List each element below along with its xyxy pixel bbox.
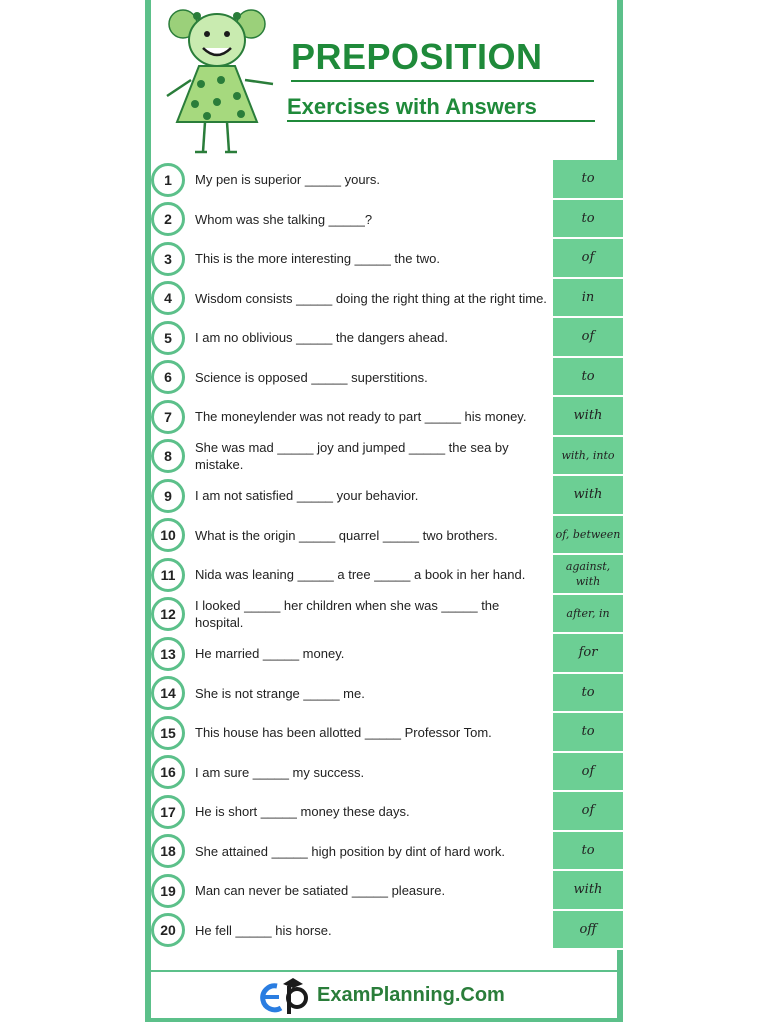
question-text: I am sure _____ my success. — [195, 764, 365, 780]
girl-mascot-icon — [161, 4, 286, 154]
question-row — [151, 792, 617, 832]
answer-cell: to — [553, 358, 623, 398]
answer-cell: in — [553, 279, 623, 319]
question-text: Science is opposed _____ superstitions. — [195, 369, 428, 385]
question-text: What is the origin _____ quarrel _____ two brothers. — [195, 527, 498, 543]
question-row — [151, 279, 617, 319]
worksheet-card — [145, 0, 623, 1022]
answer-cell: of — [553, 239, 623, 279]
question-number: 7 — [151, 400, 185, 434]
question-text: Wisdom consists _____ doing the right thing at the right time. — [195, 290, 547, 306]
question-text: Man can never be satiated _____ pleasure. — [195, 883, 446, 899]
question-number: 20 — [151, 913, 185, 947]
question-row — [151, 674, 617, 714]
question-number: 9 — [151, 479, 185, 513]
answer-cell: of — [553, 318, 623, 358]
question-row — [151, 200, 617, 240]
question-row — [151, 871, 617, 911]
answer-cell: with — [553, 476, 623, 516]
question-text: My pen is superior _____ yours. — [195, 172, 380, 188]
question-row — [151, 516, 621, 556]
question-number: 6 — [151, 360, 185, 394]
question-text: I looked _____ her children when she was _____ the hospital. — [195, 598, 500, 631]
question-row — [151, 634, 617, 674]
answer-cell: after, in — [553, 595, 623, 635]
question-number: 17 — [151, 795, 185, 829]
footer — [151, 970, 617, 1020]
header — [151, 0, 617, 160]
question-number: 14 — [151, 676, 185, 710]
answer-cell: against, with — [553, 555, 623, 595]
answer-cell: to — [553, 160, 623, 200]
question-row — [151, 397, 617, 437]
question-text: Nida was leaning _____ a tree _____ a book in her hand. — [195, 567, 526, 583]
question-row — [151, 318, 617, 358]
question-text: This is the more interesting _____ the two. — [195, 251, 440, 267]
question-number: 16 — [151, 755, 185, 789]
question-text: This house has been allotted _____ Professor Tom. — [195, 725, 492, 741]
question-number: 4 — [151, 281, 185, 315]
answer-cell: for — [553, 634, 623, 674]
answer-cell: to — [553, 200, 623, 240]
answer-cell: to — [553, 674, 623, 714]
question-number: 2 — [151, 202, 185, 236]
question-text: I am no oblivious _____ the dangers ahead. — [195, 330, 448, 346]
answer-cell: of — [553, 753, 623, 793]
subtitle-underline — [287, 120, 595, 122]
question-text: She was mad _____ joy and jumped _____ the sea by mistake. — [195, 440, 509, 473]
answer-cell: to — [553, 713, 623, 753]
answer-cell: of — [553, 792, 623, 832]
answer-cell: with, into — [553, 437, 623, 477]
question-row — [151, 160, 617, 200]
question-text: Whom was she talking _____? — [195, 211, 373, 227]
question-row — [151, 911, 617, 951]
ep-logo-icon — [259, 978, 311, 1016]
answer-cell: with — [553, 871, 623, 911]
question-number: 10 — [151, 518, 185, 552]
question-number: 13 — [151, 637, 185, 671]
question-row — [151, 358, 617, 398]
brand-name: ExamPlanning.Com — [317, 984, 505, 1006]
answer-cell: of, between — [553, 516, 623, 556]
question-number: 1 — [151, 163, 185, 197]
question-number: 3 — [151, 242, 185, 276]
title-underline — [291, 80, 594, 82]
question-text: The moneylender was not ready to part _____ his money. — [195, 409, 527, 425]
page-subtitle: Exercises with Answers — [287, 94, 537, 119]
question-text: She attained _____ high position by dint of hard work. — [195, 843, 506, 859]
question-text: He is short _____ money these days. — [195, 804, 410, 820]
question-text: She is not strange _____ me. — [195, 685, 365, 701]
question-number: 18 — [151, 834, 185, 868]
question-row — [151, 476, 617, 516]
answer-cell: off — [553, 911, 623, 951]
page-title: PREPOSITION — [291, 36, 543, 77]
question-number: 11 — [151, 558, 185, 592]
question-number: 8 — [151, 439, 185, 473]
answer-cell: with — [553, 397, 623, 437]
answer-cell: to — [553, 832, 623, 872]
question-text: He married _____ money. — [195, 646, 345, 662]
question-number: 19 — [151, 874, 185, 908]
question-row — [151, 239, 617, 279]
question-row — [151, 555, 617, 595]
question-number: 15 — [151, 716, 185, 750]
question-text: I am not satisfied _____ your behavior. — [195, 488, 419, 504]
question-row — [151, 713, 617, 753]
question-number: 12 — [151, 597, 185, 631]
question-row — [151, 595, 617, 635]
question-text: He fell _____ his horse. — [195, 922, 332, 938]
question-row — [151, 753, 617, 793]
question-number: 5 — [151, 321, 185, 355]
question-row — [151, 437, 617, 477]
question-row — [151, 832, 617, 872]
